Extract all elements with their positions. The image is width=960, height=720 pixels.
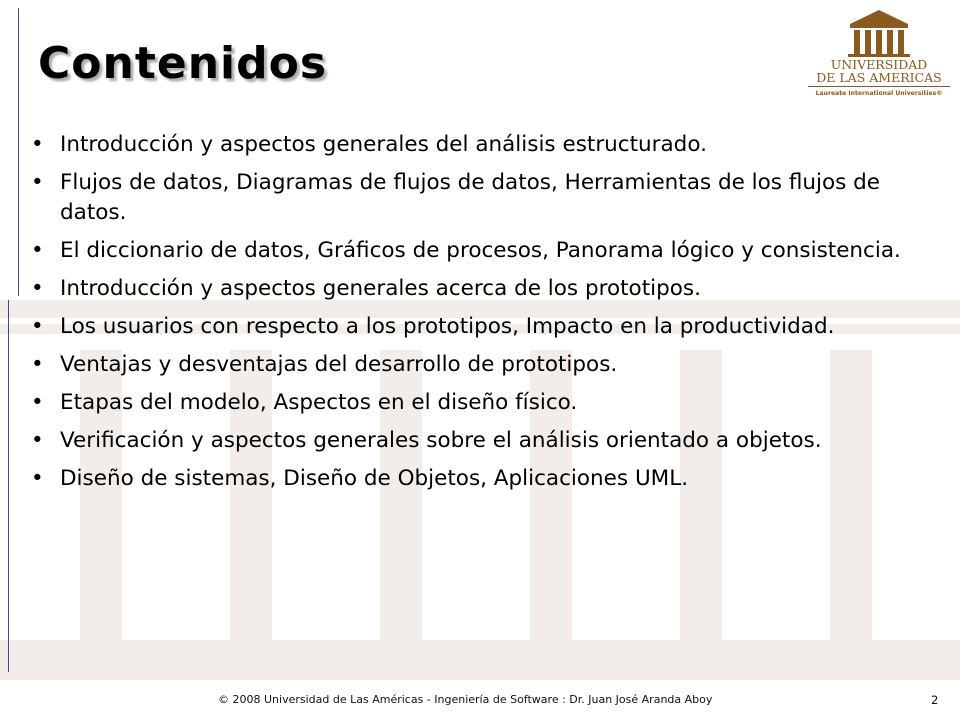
bullet-marker: •	[31, 352, 44, 377]
slide-footer	[0, 688, 960, 712]
list-item	[26, 426, 926, 456]
bullet-marker: •	[31, 466, 44, 491]
university-temple-icon	[848, 10, 910, 57]
list-item-text: Diseño de sistemas, Diseño de Objetos, Aplicaciones UML.	[60, 466, 689, 491]
list-item	[26, 130, 926, 160]
bullet-marker: •	[31, 428, 44, 453]
list-item	[26, 236, 926, 266]
list-item	[26, 168, 926, 228]
list-item-text: Etapas del modelo, Aspectos en el diseño físico.	[60, 390, 578, 415]
bullet-marker: •	[31, 170, 44, 195]
list-item-text: Introducción y aspectos generales acerca de los prototipos.	[60, 276, 701, 301]
side-line-bottom	[8, 300, 9, 672]
list-item	[26, 464, 926, 494]
university-logo	[806, 8, 952, 100]
logo-line-2: DE LAS AMERICAS	[816, 70, 942, 85]
list-item	[26, 274, 926, 304]
bullet-marker: •	[31, 238, 44, 263]
bullet-marker: •	[31, 132, 44, 157]
logo-line-1: UNIVERSIDAD	[830, 57, 928, 72]
list-item	[26, 350, 926, 380]
list-item-text: Ventajas y desventajas del desarrollo de prototipos.	[60, 352, 618, 377]
list-item-text: Los usuarios con respecto a los prototipos, Impacto en la productividad.	[60, 314, 835, 339]
list-item	[26, 388, 926, 418]
slide-title: Contenidos	[38, 38, 328, 89]
side-line-top	[18, 8, 19, 296]
page-number: 2	[931, 693, 939, 707]
list-item-text: Introducción y aspectos generales del análisis estructurado.	[60, 132, 707, 157]
bullet-marker: •	[31, 390, 44, 415]
list-item-text: El diccionario de datos, Gráficos de procesos, Panorama lógico y consistencia.	[60, 238, 901, 263]
copyright-text: © 2008 Universidad de Las Américas - Ingeniería de Software : Dr. Juan José Aranda Aboy	[218, 693, 713, 706]
bullet-marker: •	[31, 314, 44, 339]
content-list	[26, 130, 926, 502]
list-item-text: Verificación y aspectos generales sobre el análisis orientado a objetos.	[60, 428, 822, 453]
list-item	[26, 312, 926, 342]
logo-line-3: Laureate International Universities®	[815, 90, 943, 97]
list-item-text: Flujos de datos, Diagramas de flujos de datos, Herramientas de los flujos de datos.	[60, 170, 881, 225]
bullet-marker: •	[31, 276, 44, 301]
